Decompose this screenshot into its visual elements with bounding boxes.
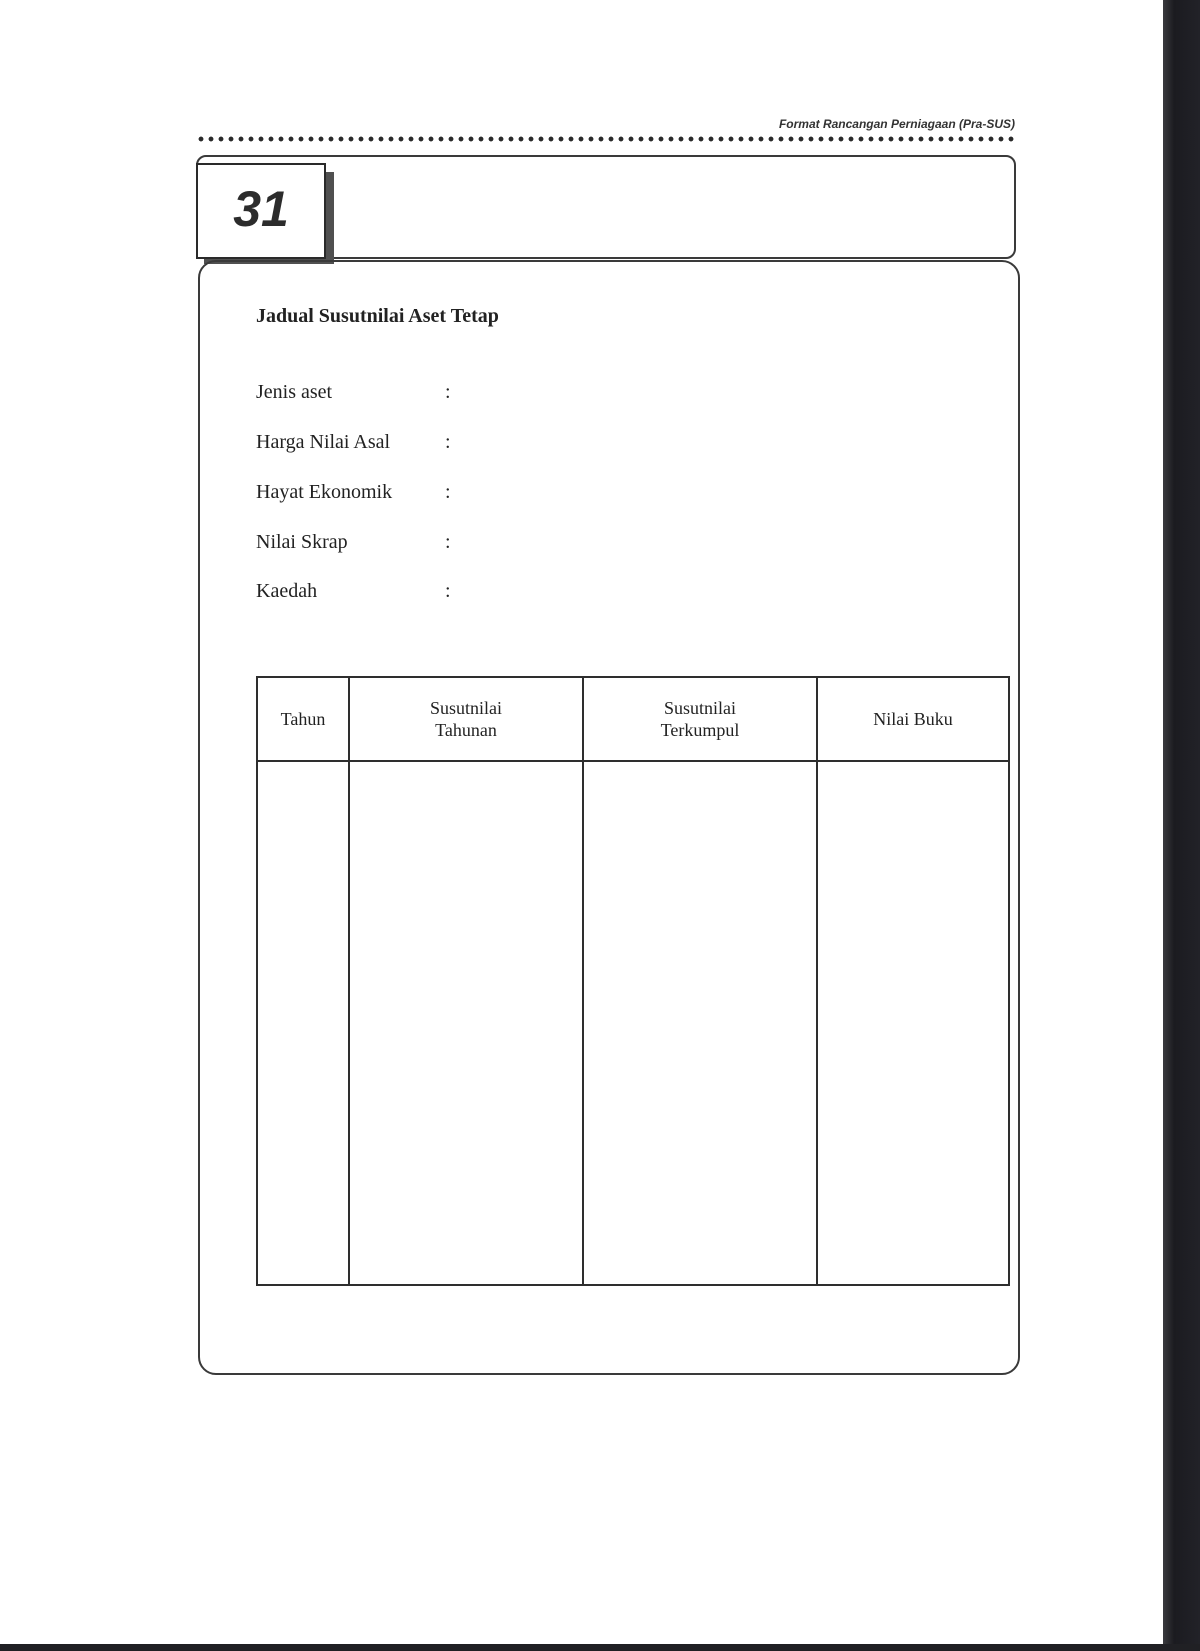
column-header-nilai-buku xyxy=(817,677,1009,761)
field-label-harga-nilai-asal: Harga Nilai Asal xyxy=(256,431,391,453)
field-colon: : xyxy=(445,481,451,503)
table-cell-susutnilai-terkumpul[interactable] xyxy=(583,761,817,1285)
table-cell-tahun[interactable] xyxy=(257,761,349,1285)
column-header-line: Tahun xyxy=(280,709,326,729)
field-colon: : xyxy=(445,580,451,602)
field-label-hayat-ekonomik: Hayat Ekonomik xyxy=(256,481,393,503)
column-header-tahun xyxy=(257,677,349,761)
field-colon: : xyxy=(445,381,451,403)
column-header-susutnilai-tahunan xyxy=(349,677,583,761)
table-row xyxy=(257,761,1009,1285)
running-header: Format Rancangan Perniagaan (Pra-SUS) xyxy=(778,117,1015,131)
column-header-line: Tahunan xyxy=(435,720,497,740)
table-header-row xyxy=(257,677,1009,761)
table-cell-susutnilai-tahunan[interactable] xyxy=(349,761,583,1285)
field-colon: : xyxy=(445,431,451,453)
form-number: 31 xyxy=(196,163,326,259)
field-colon: : xyxy=(445,531,451,553)
dotted-rule xyxy=(196,136,1018,142)
field-label-kaedah: Kaedah xyxy=(256,580,318,602)
column-header-line: Susutnilai xyxy=(429,698,502,718)
column-header-line: Terkumpul xyxy=(660,720,740,740)
field-label-jenis-aset: Jenis aset xyxy=(256,381,333,403)
column-header-susutnilai-terkumpul xyxy=(583,677,817,761)
scan-edge-right xyxy=(1163,0,1200,1651)
depreciation-table xyxy=(256,676,1010,1286)
scan-edge-bottom xyxy=(0,1644,1200,1651)
column-header-line: Nilai Buku xyxy=(873,709,953,729)
field-label-nilai-skrap: Nilai Skrap xyxy=(256,531,348,553)
table-cell-nilai-buku[interactable] xyxy=(817,761,1009,1285)
column-header-line: Susutnilai xyxy=(663,698,736,718)
form-title: Jadual Susutnilai Aset Tetap xyxy=(256,305,499,327)
